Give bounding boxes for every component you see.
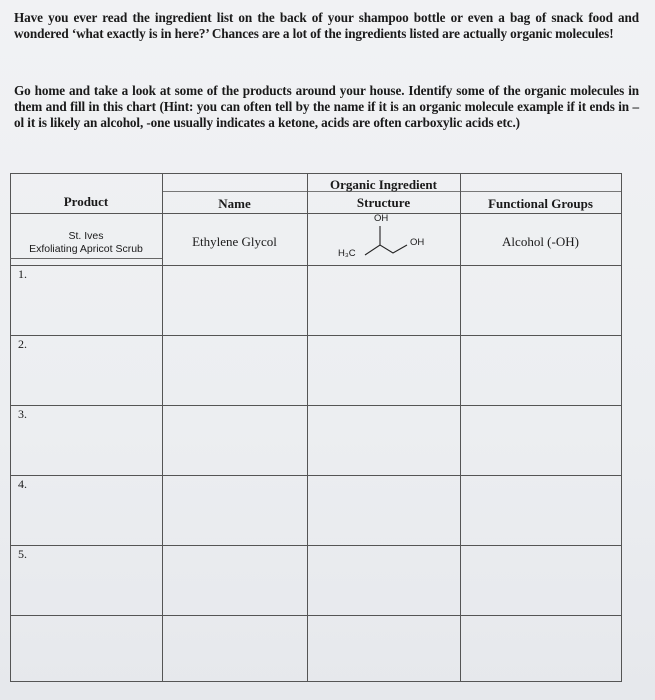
row-rule-2 [10, 335, 622, 336]
table-border-top [10, 173, 622, 174]
header-name: Name [218, 196, 251, 211]
header-functional-groups: Functional Groups [488, 196, 593, 211]
example-product-rule [10, 258, 162, 259]
intro-paragraph-1: Have you ever read the ingredient list on the back of your shampoo bottle or even a bag of snack food and wondered ‘what exactly is in here?’ Chances are a lot of the ingredients listed are actually organic molecules! [14, 10, 639, 42]
row-number-1: 1. [18, 267, 27, 281]
row-rule-5 [10, 545, 622, 546]
structure-label-methyl: H₃C [338, 248, 356, 259]
example-name: Ethylene Glycol [192, 234, 277, 249]
example-product-line1: St. Ives [68, 230, 104, 242]
row-rule-6 [10, 615, 622, 616]
table-border-right [621, 173, 622, 682]
table-border-bottom [10, 681, 622, 682]
header-product: Product [63, 194, 109, 209]
structure-label-right-oh: OH [410, 237, 425, 248]
row-number-4: 4. [18, 477, 27, 491]
organic-molecules-chart [10, 173, 622, 683]
example-functional-group: Alcohol (-OH) [502, 234, 579, 249]
row-rule-3 [10, 405, 622, 406]
intro-paragraph-2: Go home and take a look at some of the products around your house. Identify some of the organic molecules in them and fill in this chart (Hint: you can often tell by the name if it is an organic molecule example if it ends in –ol it is likely an alcohol, -one usually indicates a ketone, acids are often carboxylic acids etc.) [14, 83, 639, 131]
header-structure-line2: Structure [356, 195, 411, 210]
row-rule-1 [10, 265, 622, 266]
row-number-2: 2. [18, 337, 27, 351]
row-rule-4 [10, 475, 622, 476]
row-number-3: 3. [18, 407, 27, 421]
example-product-line2: Exfoliating Apricot Scrub [29, 243, 143, 255]
carbon-chain-bonds [365, 245, 407, 255]
row-number-5: 5. [18, 547, 27, 561]
header-structure-line1: Organic Ingredient [329, 177, 437, 192]
structure-label-top-oh: OH [374, 213, 389, 224]
